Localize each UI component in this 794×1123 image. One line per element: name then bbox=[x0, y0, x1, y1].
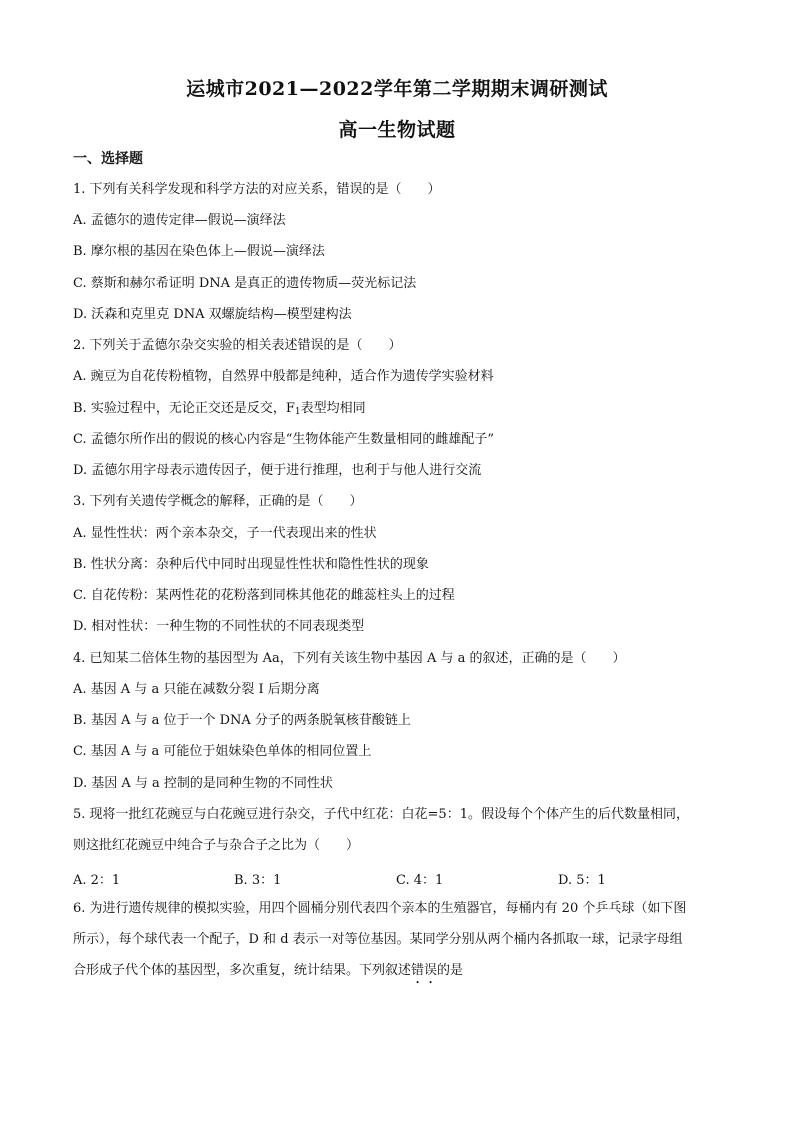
question-2-option-b-tail: 表型均相同 bbox=[300, 401, 366, 416]
subscript: 1 bbox=[294, 407, 301, 417]
exam-subtitle: 高一生物试题 bbox=[338, 119, 456, 141]
question-4-option-c: C. 基因 A 与 a 可能位于姐妹染色单体的相同位置上 bbox=[73, 744, 372, 759]
question-2-option-a: A. 豌豆为自花传粉植物，自然界中般都是纯种，适合作为遗传学实验材料 bbox=[73, 369, 494, 384]
question-4-option-a: A. 基因 A 与 a 只能在减数分裂 I 后期分离 bbox=[73, 682, 320, 697]
question-3-option-a: A. 显性性状：两个亲本杂交，子一代表现出来的性状 bbox=[73, 526, 377, 541]
question-2-option-d: D. 孟德尔用字母表示遗传因子，便于进行推理，也利于与他人进行交流 bbox=[73, 463, 482, 478]
exam-title: 运城市2021—2022学年第二学期期末调研测试 bbox=[186, 78, 608, 100]
emphasis-char: 错 bbox=[411, 963, 425, 978]
question-3-stem: 3. 下列有关遗传学概念的解释，正确的是（ ） bbox=[73, 494, 363, 509]
question-5-option-b: B. 3：1 bbox=[234, 873, 282, 888]
question-3-option-b: B. 性状分离：杂种后代中同时出现显性性状和隐性性状的现象 bbox=[73, 557, 429, 572]
question-5-option-c: C. 4：1 bbox=[396, 873, 444, 888]
question-5-option-a: A. 2：1 bbox=[73, 873, 121, 888]
question-1-option-a: A. 孟德尔的遗传定律—假说—演绎法 bbox=[73, 213, 286, 228]
question-3-option-d: D. 相对性状：一种生物的不同性状的不同表现类型 bbox=[73, 619, 365, 634]
section-heading: 一、选择题 bbox=[73, 151, 143, 167]
question-6-line-3-tail: 的是 bbox=[437, 963, 464, 978]
question-5-stem-line-2: 则这批红花豌豆中纯合子与杂合子之比为（ ） bbox=[73, 838, 360, 853]
emphasis-char: 误 bbox=[424, 963, 438, 978]
question-6-line-1: 6. 为进行遗传规律的模拟实验，用四个圆桶分别代表四个亲本的生殖器官，每桶内有 20 个乒乓球（如下图 bbox=[73, 901, 687, 916]
question-4-option-b: B. 基因 A 与 a 位于一个 DNA 分子的两条脱氧核苷酸链上 bbox=[73, 713, 411, 728]
question-6-line-3-text: 合形成子代个体的基因型，多次重复，统计结果。下列叙述 bbox=[73, 963, 412, 978]
question-2-option-c: C. 孟德尔所作出的假说的核心内容是“生物体能产生数量相同的雌雄配子” bbox=[73, 432, 495, 447]
question-4-option-d: D. 基因 A 与 a 控制的是同种生物的不同性状 bbox=[73, 776, 333, 791]
question-2-option-b-text: B. 实验过程中，无论正交还是反交，F bbox=[73, 401, 295, 416]
question-2-stem: 2. 下列关于孟德尔杂交实验的相关表述错误的是（ ） bbox=[73, 338, 402, 353]
question-5-stem-line-1: 5. 现将一批红花豌豆与白花豌豆进行杂交，子代中红花：白花=5：1。假设每个个体产生的后代数量相同， bbox=[73, 807, 689, 822]
question-6-line-2: 所示），每个球代表一个配子，D 和 d 表示一对等位基因。某同学分别从两个桶内各抓取一球，记录字母组 bbox=[73, 932, 683, 947]
question-1-option-b: B. 摩尔根的基因在染色体上—假说—演绎法 bbox=[73, 244, 325, 259]
question-1-stem: 1. 下列有关科学发现和科学方法的对应关系，错误的是（ ） bbox=[73, 182, 441, 197]
question-5-option-d: D. 5：1 bbox=[558, 873, 606, 888]
question-1-option-d: D. 沃森和克里克 DNA 双螺旋结构—模型建构法 bbox=[73, 307, 352, 322]
question-3-option-c: C. 自花传粉：某两性花的花粉落到同株其他花的雌蕊柱头上的过程 bbox=[73, 588, 455, 603]
question-6-line-3 bbox=[73, 962, 463, 980]
question-4-stem: 4. 已知某二倍体生物的基因型为 Aa，下列有关该生物中基因 A 与 a 的叙述，正确的是（ ） bbox=[73, 651, 626, 666]
question-2-option-b bbox=[73, 400, 366, 421]
question-1-option-c: C. 蔡斯和赫尔希证明 DNA 是真正的遗传物质—荧光标记法 bbox=[73, 276, 417, 291]
